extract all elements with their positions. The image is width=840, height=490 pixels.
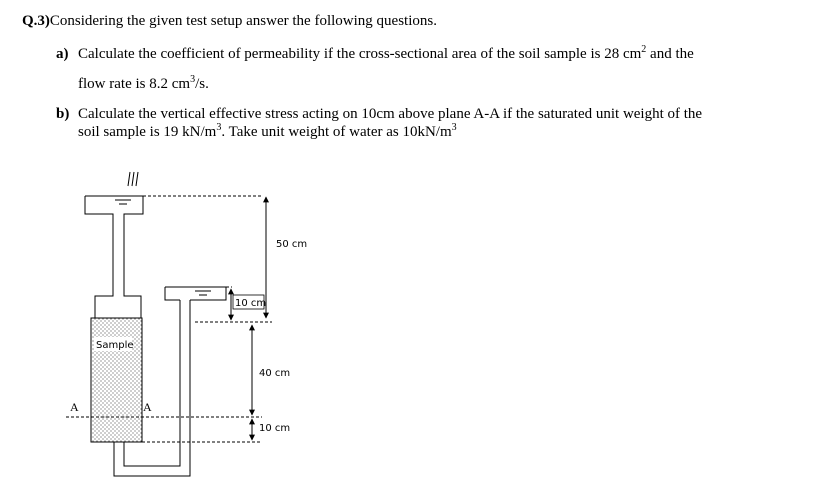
- part-b-line2-b: . Take unit weight of water as 10kN/m: [221, 124, 452, 140]
- dimension-arrows: [231, 197, 266, 440]
- part-a-line2-sup: 3: [190, 74, 196, 85]
- part-a-label: a): [56, 46, 69, 62]
- part-a-line2-text: flow rate is 8.2 cm: [78, 76, 191, 92]
- part-b-label: b): [56, 106, 70, 122]
- part-a-text-tail: and the: [646, 46, 694, 62]
- plane-a-left: A: [70, 400, 79, 414]
- part-b-line2-a: soil sample is 19 kN/m: [78, 124, 217, 140]
- part-b-line2-sup1: 3: [216, 122, 222, 133]
- dim-10-bottom-label: 10 cm: [259, 423, 291, 434]
- upper-reservoir: [85, 172, 143, 318]
- part-a-line2-tail: /s.: [195, 76, 209, 92]
- part-b-line2-sup2: 3: [451, 122, 457, 133]
- question-intro: Considering the given test setup answer the following questions.: [49, 13, 437, 29]
- question-number: Q.3): [22, 13, 50, 29]
- dim-10-top-label: 10 cm: [235, 298, 267, 309]
- part-a-sup: 2: [641, 44, 647, 55]
- part-b-text: Calculate the vertical effective stress acting on 10cm above plane A-A if the saturated unit weight of the: [78, 106, 703, 122]
- dim-50-label: 50 cm: [276, 239, 308, 250]
- plane-a-right: A: [143, 400, 152, 414]
- sample-label: Sample: [96, 340, 134, 351]
- part-a-text: Calculate the coefficient of permeability if the cross-sectional area of the soil sample is 28 cm: [78, 46, 642, 62]
- soil-sample: [91, 318, 142, 442]
- dim-40-label: 40 cm: [259, 368, 291, 379]
- lower-reservoir: [165, 287, 226, 300]
